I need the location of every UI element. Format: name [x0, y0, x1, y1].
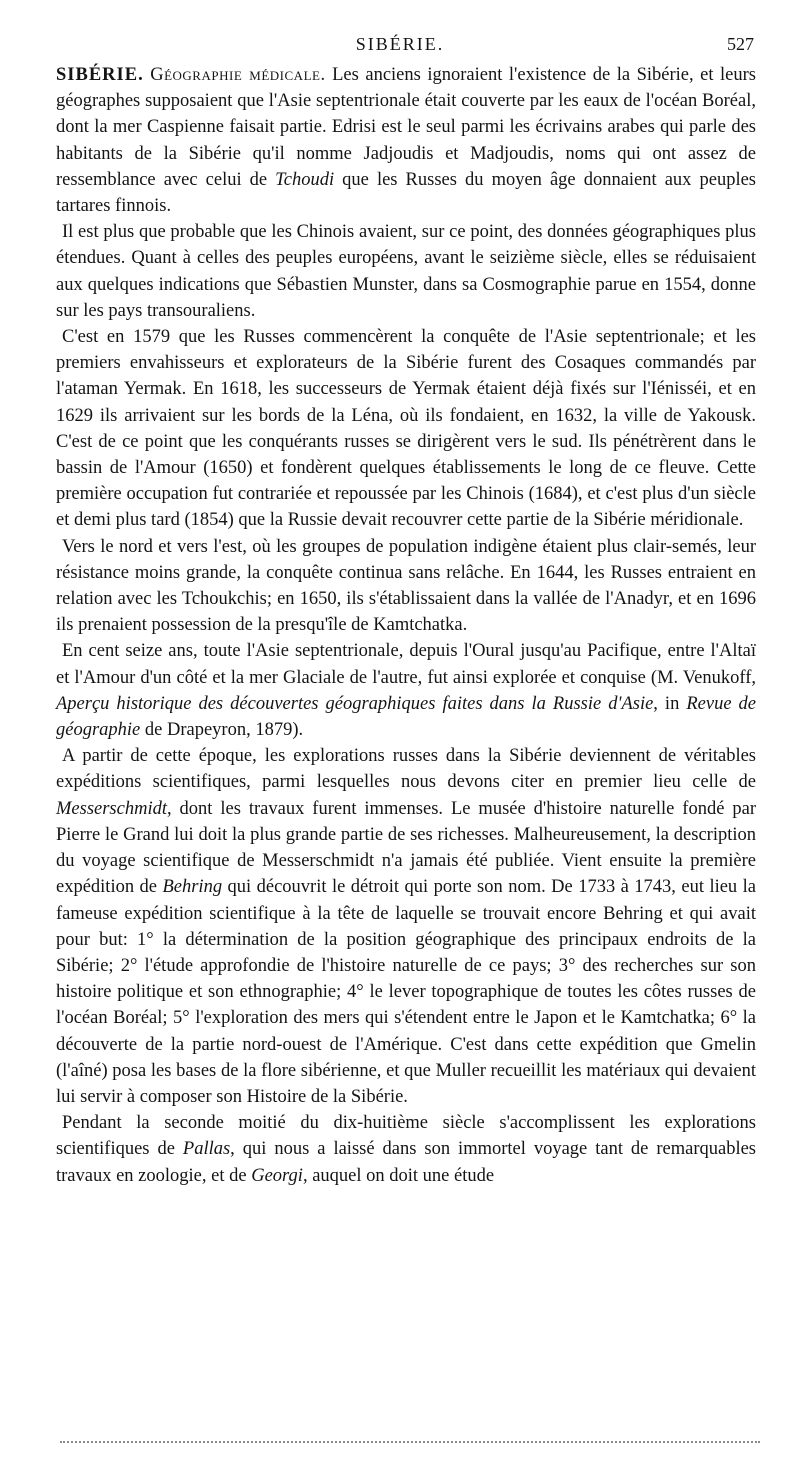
article-subheading: Géographie médicale.	[150, 65, 326, 85]
paragraph-5-italic-journal: Revue de géographie	[56, 693, 756, 741]
paragraph-1	[56, 62, 756, 219]
paragraph-7-italic-georgi: Georgi	[251, 1165, 303, 1186]
paragraph-4: Vers le nord et vers l'est, où les groupes de population indigène étaient plus clair-semés, leur résistance moins grande, la conquête continua sans relâche. En 1644, les Russes entraient en relation avec les Tchoukchis; en 1650, ils s'établissaient dans la vallée de l'Anadyr, et en 1696 ils prenaient possession de la presqu'île de Kamtchatka.	[56, 536, 756, 636]
paragraph-5-text-c: de Drapeyron, 1879).	[140, 720, 304, 741]
paragraph-5-text-a: En cent seize ans, toute l'Asie septentrionale, depuis l'Oural jusqu'au Pacifique, entre l'Altaï et l'Amour d'un côté et la mer Glaciale de l'autre, fut ainsi explorée et conquise (M. Venukoff,	[56, 641, 756, 688]
paragraph-6-italic-behring: Behring	[162, 877, 223, 898]
paragraph-5-italic-title: Aperçu historique des découvertes géographiques faites dans la Russie d'Asie	[56, 693, 654, 714]
running-head	[0, 30, 800, 60]
paragraph-1-italic: Tchoudi	[275, 169, 335, 190]
running-head-title: SIBÉRIE.	[355, 34, 445, 54]
paragraph-6-text-b: , dont les travaux furent immenses. Le musée d'histoire naturelle fondé par Pierre le Grand lui doit la plus grande partie de ses richesses. Malheureusement, la description du voyage scientifique de Messerschmidt n'a jamais été publiée. Vient ensuite la première expédition de	[56, 798, 756, 898]
paragraph-7-text-b: , qui nous a laissé dans son immortel voyage tant de remarquables travaux en zoologie, et de	[56, 1139, 756, 1186]
paragraph-7-text-c: , auquel on doit une étude	[302, 1165, 495, 1186]
paragraph-3: C'est en 1579 que les Russes commencèrent la conquête de l'Asie septentrionale; et les premiers envahisseurs et explorateurs de la Sibérie furent des Cosaques commandés par l'ataman Yermak. En 1618, les successeurs de Yermak étaient déjà fixés sur l'Iénisséi, et en 1629 ils arrivaient sur les bords de la Léna, où ils fondaient, en 1632, la ville de Yakousk. C'est de ce point que les conquérants russes se dirigèrent vers le sud. Ils pénétrèrent dans le bassin de l'Amour (1650) et fondèrent quelques établissements le long de ce fleuve. Cette première occupation fut contrariée et repoussée par les Chinois (1684), et c'est plus d'un siècle et demi plus tard (1854) que la Russie devait recouvrer cette partie de la Sibérie méridionale.	[56, 327, 756, 531]
paragraph-5	[56, 638, 756, 743]
article-body	[56, 62, 756, 1189]
footer-dotted-rule	[60, 1441, 760, 1443]
paragraph-7	[56, 1110, 756, 1189]
paragraph-6-text-c: qui découvrit le détroit qui porte son nom. De 1733 à 1743, eut lieu la fameuse expédition scientifique à la tête de laquelle se trouvait encore Behring et qui avait pour but: 1° la détermination de la position géographique des principaux endroits de la Sibérie; 2° l'étude approfondie de l'histoire naturelle de ce pays; 3° des recherches sur son histoire politique et son ethnographie; 4° le lever topographique de toutes les côtes russes de l'océan Boréal; 5° l'exploration des mers qui s'étendent entre le Japon et le Kamtchatka; 6° la découverte de la partie nord-ouest de l'Amérique. C'est dans cette expédition que Gmelin (l'aîné) posa les bases de la flore sibérienne, et que Muller recueillit les matériaux qui devaient lui servir à composer son Histoire de la Sibérie.	[56, 877, 756, 1107]
paragraph-6-italic-messerschmidt: Messerschmidt	[56, 798, 167, 819]
page-number: 527	[727, 34, 754, 54]
paragraph-6	[56, 743, 756, 1110]
paragraph-1-text-a: Les anciens ignoraient l'existence de la Sibérie, et leurs géographes supposaient que l'Asie septentrionale était couverte par les eaux de l'océan Boréal, dont la mer Caspienne faisait partie. Edrisi est le seul parmi les écrivains arabes qui parle des habitants de la Sibérie qu'il nomme Jadjoudis et Madjoudis, noms qui ont assez de ressemblance avec celui de	[56, 65, 756, 190]
article-heading: SIBÉRIE.	[56, 65, 144, 85]
paragraph-2: Il est plus que probable que les Chinois avaient, sur ce point, des données géographiques plus étendues. Quant à celles des peuples européens, avant le seizième siècle, elles se réduisaient aux quelques indications que Sébastien Munster, dans sa Cosmographie parue en 1554, donne sur les pays transouraliens.	[56, 222, 756, 321]
paragraph-7-text-a: Pendant la seconde moitié du dix-huitième siècle s'accomplissent les explorations scientifiques de	[56, 1113, 756, 1160]
paragraph-5-text-b: , in	[653, 693, 687, 714]
paragraph-6-text-a: A partir de cette époque, les explorations russes dans la Sibérie deviennent de véritables expéditions scientifiques, parmi lesquelles nous devons citer en premier lieu celle de	[56, 746, 756, 793]
paragraph-1-text-b: que les Russes du moyen âge donnaient aux peuples tartares finnois.	[56, 169, 756, 217]
paragraph-7-italic-pallas: Pallas	[182, 1139, 231, 1160]
